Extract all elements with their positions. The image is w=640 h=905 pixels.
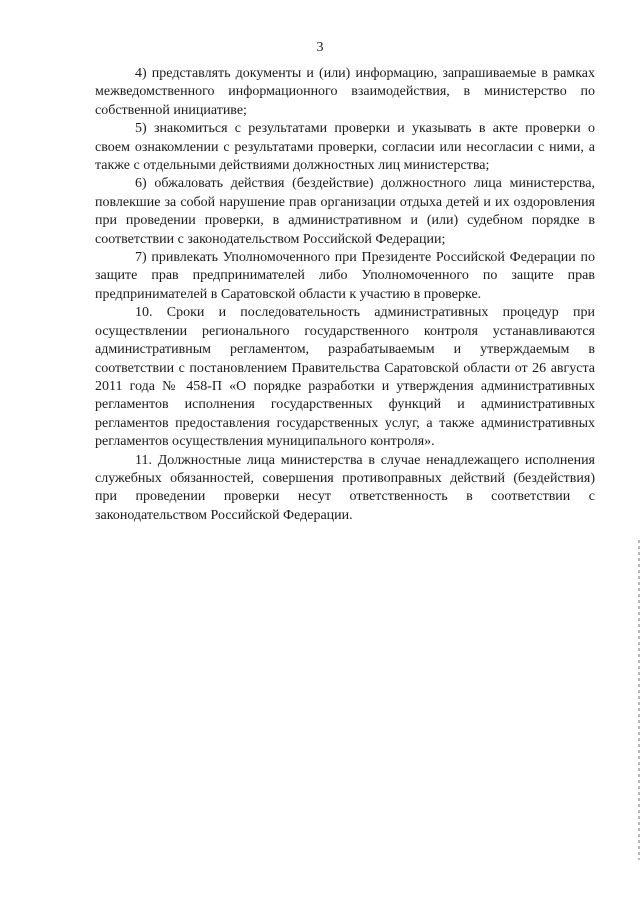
paragraph-right-7: 7) привлекать Уполномоченного при Президенте Российской Федерации по защите прав предпринимателей либо Уполномоченного по защите прав предпринимателей в Саратовской области к участию в проверке. (95, 250, 595, 302)
paragraph-clause-11: 11. Должностные лица министерства в случае ненадлежащего исполнения служебных обязанностей, совершения противоправных действий (бездействия) при проведении проверки несут ответственность в соответствии с законодательством Российской Федерации. (95, 452, 595, 523)
paragraph-right-4: 4) представлять документы и (или) информацию, запрашиваемые в рамках межведомственного информационного взаимодействия, в министерство по собственной инициативе; (95, 66, 595, 118)
document-body (95, 65, 595, 525)
paragraph-clause-10: 10. Сроки и последовательность административных процедур при осуществлении регионального государственного контроля устанавливаются административным регламентом, разрабатываемым и утверждаемым в соответствии с постановлением Правительства Саратовской области от 26 августа 2011 года № 458-П «О порядке разработки и утверждения административных регламентов исполнения государственных функций и административных регламентов предоставления государственных услуг, а также административных регламентов осуществления муниципального контроля». (95, 305, 595, 450)
paragraph-right-5: 5) знакомиться с результатами проверки и указывать в акте проверки о своем ознакомлении с результатами проверки, согласии или несогласии с ними, а также с отдельными действиями должностных лиц министерства; (95, 121, 595, 174)
paragraph-right-6: 6) обжаловать действия (бездействие) должностного лица министерства, повлекшие за собой нарушение прав организации отдыха детей и их оздоровления при проведении проверки, в административном и (или) судебном порядке в соответствии с законодательством Российской Федерации; (95, 176, 595, 247)
page-number: 3 (316, 40, 324, 55)
